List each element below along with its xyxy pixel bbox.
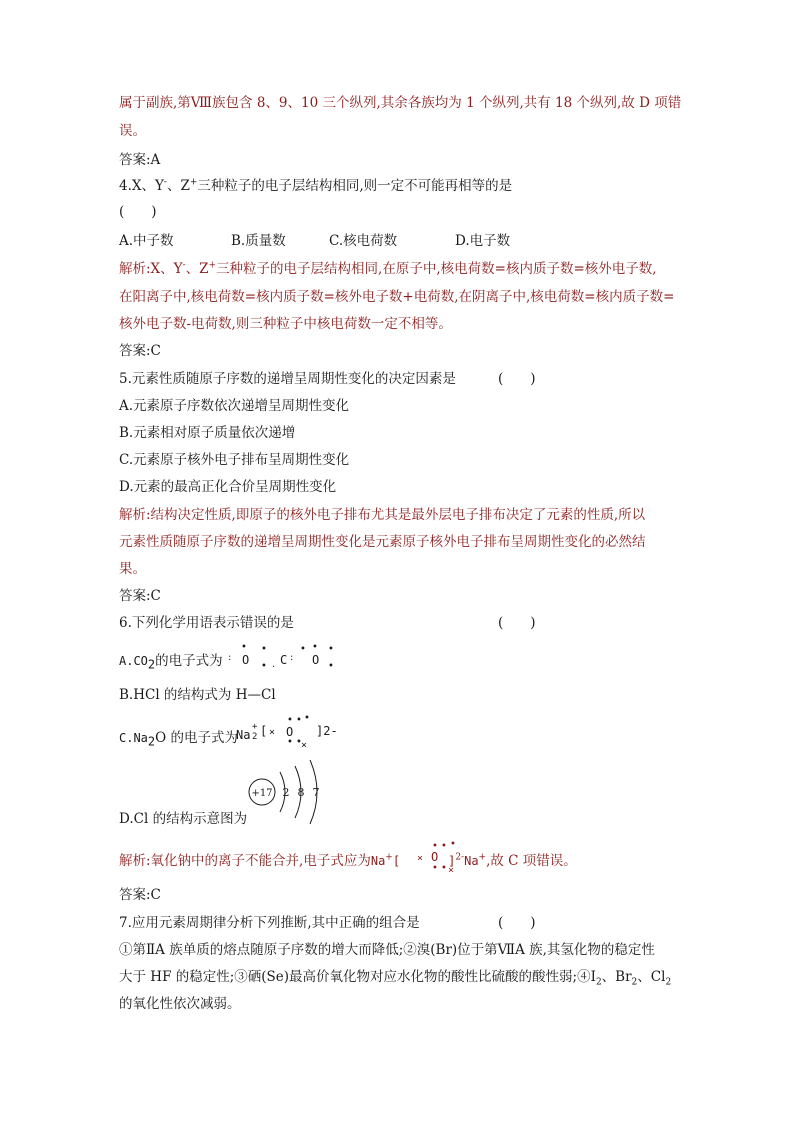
co2-atom-o-right: O (312, 653, 320, 667)
q4-analysis-2: 在阳离子中,核电荷数=核内质子数=核外电子数+电荷数,在阴离子中,核电荷数=核内质子数= (119, 289, 675, 305)
q5-paren: ( ) (498, 371, 536, 387)
q5-analysis-3: 果。 (119, 561, 146, 577)
q6-analysis-electron-dots: × • • O • • • × (417, 839, 456, 876)
cl-shell-count-2: 8 (297, 786, 305, 799)
na2o-atom-o: O (286, 725, 294, 739)
q5-option-b: B.元素相对原子质量依次递增 (119, 425, 296, 441)
q7-paren: ( ) (498, 915, 536, 931)
q5-analysis-2: 元素性质随原子序数的递增呈周期性变化是元素原子核外电子排布呈周期性变化的必然结 (119, 534, 646, 550)
q6-option-b: B.HCl 的结构式为 H—Cl (119, 687, 276, 703)
q7-statement-line-1: ①第ⅡA 族单质的熔点随原子序数的增大而降低;②溴(Br)位于第ⅦA 族,其氢化物的稳定性 (119, 942, 655, 958)
q5-analysis-1: 解析:结构决定性质,即原子的核外电子排布尤其是最外层电子排布决定了元素的性质,所以 (119, 507, 646, 523)
q6-analysis: 解析:氧化钠中的离子不能合并,电子式应为Na+[ ]$^{2-}$Na+,故 C 项错误。 (119, 852, 577, 869)
analysis-atom-o: O (431, 850, 439, 864)
answer-q6: 答案:C (119, 887, 161, 903)
q4-option-c: C.核电荷数 (329, 233, 398, 249)
na2o-electron-formula: Na 2 + [ × • • O • • • × ]2- (236, 713, 338, 751)
q5-option-c: C.元素原子核外电子排布呈周期性变化 (119, 452, 350, 468)
q5-stem: 5.元素性质随原子序数的递增呈周期性变化的决定因素是 (119, 371, 456, 387)
q4-options (119, 231, 510, 251)
intro-line-2: 误。 (119, 123, 146, 139)
co2-electron-formula: : • O • • . C : • • O • • (228, 642, 334, 672)
q7-statement-line-2: 大于 HF 的稳定性;③硒(Se)最高价氧化物对应水化物的酸性比硫酸的酸性弱$;④I_2$、$Br_2$、$Cl_2$ (119, 969, 672, 988)
cl-atom-structure-diagram (244, 760, 334, 826)
q7-stem: 7.应用元素周期律分析下列推断,其中正确的组合是 (119, 915, 420, 931)
q5-option-d: D.元素的最高正化合价呈周期性变化 (119, 479, 337, 495)
q4-analysis-3: 核外电子数-电荷数,则三种粒子中核电荷数一定不相等。 (119, 316, 452, 332)
q4-paren: ( ) (119, 204, 157, 220)
q6-paren: ( ) (498, 615, 536, 631)
q6-stem: 6.下列化学用语表示错误的是 (119, 615, 294, 631)
q4-option-b: B.质量数 (231, 233, 286, 249)
q4-option-d: D.电子数 (455, 233, 511, 249)
co2-atom-c: C (280, 653, 288, 667)
q4-analysis-1: 解析:X、Y-、Z+三种粒子的电子层结构相同,在原子中,核电荷数=核内质子数=核外电子数, (119, 260, 657, 277)
answer-q3: 答案:A (119, 152, 161, 168)
co2-atom-o-left: O (242, 653, 250, 667)
q4-option-a: A.中子数 (119, 233, 174, 249)
answer-q4: 答案:C (119, 343, 161, 359)
intro-line-1: 属于副族,第Ⅷ族包含 8、9、10 三个纵列,其余各族均为 1 个纵列,共有 18 个纵列,故 D 项错 (119, 95, 682, 111)
q6-option-a: $A.CO_2$的电子式为 (119, 653, 223, 672)
q6-option-d: D.Cl 的结构示意图为 (119, 811, 248, 827)
cl-nucleus-label: +17 (251, 788, 273, 799)
cl-shell-count-3: 7 (312, 786, 320, 799)
q6-option-c: $C.Na_2O$ 的电子式为 (119, 730, 238, 749)
answer-q5: 答案:C (119, 588, 161, 604)
q7-statement-line-3: 的氧化性依次减弱。 (119, 996, 241, 1012)
q4-stem: 4.X、Y-、Z+三种粒子的电子层结构相同,则一定不可能再相等的是 (119, 177, 513, 194)
cl-shell-count-1: 2 (282, 786, 290, 799)
q5-option-a: A.元素原子序数依次递增呈周期性变化 (119, 398, 350, 414)
